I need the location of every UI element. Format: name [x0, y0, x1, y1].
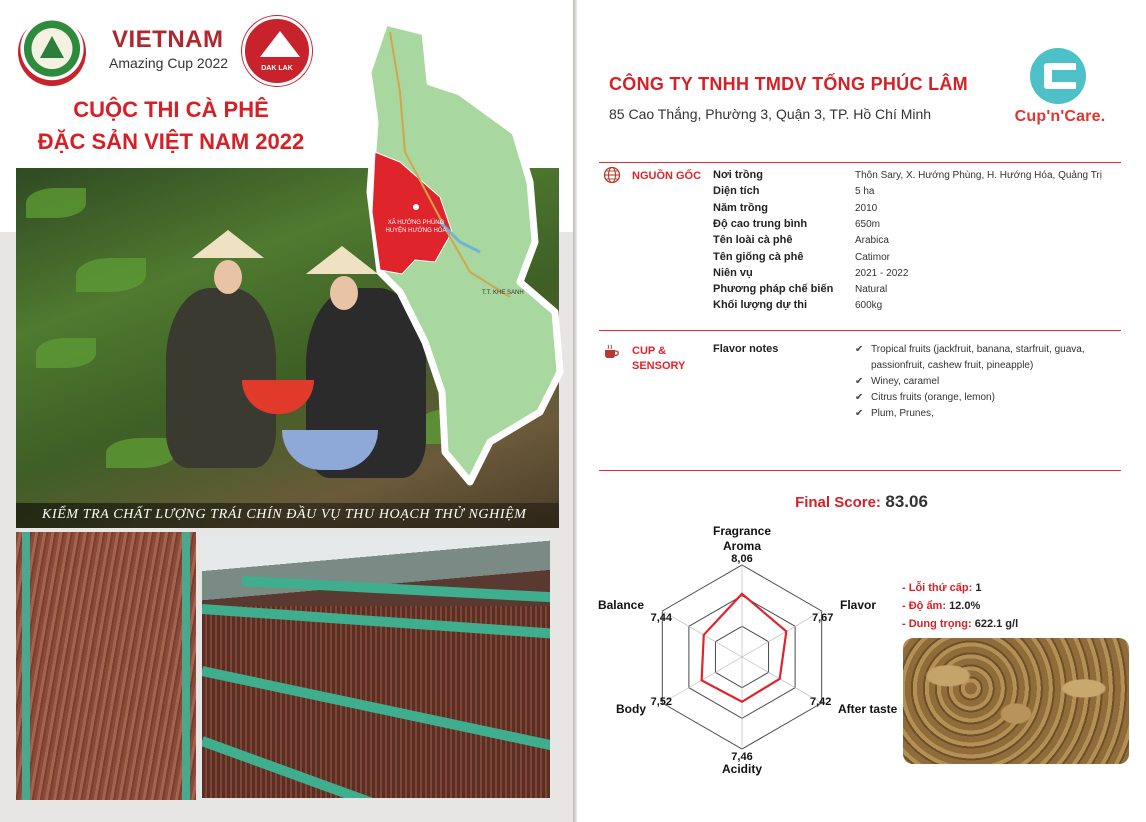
contest-title [26, 94, 316, 158]
radar-value-label: 8,06 [731, 553, 753, 565]
radar-category-label: Fragrance [712, 524, 772, 538]
vietnam-title: VIETNAM [112, 26, 224, 53]
photo-caption: KIỂM TRA CHẤT LƯỢNG TRÁI CHÍN ĐẦU VỤ THU HOẠCH THỬ NGHIỆM [42, 507, 527, 522]
map-marker-line1: XÃ HƯỚNG PHÙNG [387, 220, 445, 226]
origin-row-value: Catimor [855, 251, 891, 263]
flavor-note-text: Winey, caramel [871, 376, 940, 387]
divider-middle [599, 330, 1121, 331]
contest-title-line1: CUỘC THI CÀ PHÊ [73, 97, 269, 122]
flavor-note-item [855, 406, 1125, 422]
radar-category-label: Flavor [840, 598, 877, 612]
globe-icon [603, 166, 621, 187]
map-marker-dot [413, 204, 419, 210]
flavor-note-item [855, 374, 1125, 390]
origin-row-label: Niên vụ [713, 266, 753, 279]
map-marker-line2: HUYỆN HƯỚNG HÓA [385, 228, 447, 234]
bean-metric-label: - Lỗi thứ cấp: [902, 582, 973, 594]
map-road-label: T.T. KHE SANH [482, 290, 524, 296]
bean-metric-value: 622.1 g/l [974, 618, 1019, 630]
flavor-note-text: Tropical fruits (jackfruit, banana, starfruit, guava, passionfruit, cashew fruit, pineapple) [871, 344, 1085, 371]
flavor-notes-label: Flavor notes [713, 343, 779, 355]
radar-category-label: Body [616, 702, 646, 716]
bean-metric-label: - Dung trọng: [902, 618, 972, 630]
bean-metric-value: 1 [975, 582, 982, 594]
radar-value-label: 7,67 [812, 612, 834, 624]
origin-row-value: 2010 [855, 202, 878, 214]
drying-bed-photo-1 [16, 532, 196, 800]
sensory-title-line1: CUP & [632, 345, 667, 357]
radar-category-label: Aroma [722, 539, 762, 553]
quang-tri-map [330, 12, 580, 492]
radar-category-label: Acidity [721, 762, 763, 776]
bean-metric-value: 12.0% [949, 600, 981, 612]
sensory-section-title [632, 344, 685, 374]
radar-category-label: After taste [838, 702, 898, 716]
bmt-association-logo [18, 18, 86, 86]
radar-value-label: 7,52 [650, 696, 672, 708]
radar-value-label: 7,44 [650, 612, 672, 624]
cupncare-logo-icon [1030, 48, 1086, 104]
flavor-note-item [855, 342, 1125, 374]
origin-section-title: NGUỒN GỐC [632, 170, 702, 182]
bean-metric [902, 600, 980, 612]
origin-row-label: Độ cao trung bình [713, 217, 808, 230]
coffee-cup-icon [603, 344, 621, 363]
check-icon: ✔ [855, 344, 864, 355]
sensory-radar-chart [597, 520, 927, 780]
bean-metric [902, 618, 1018, 630]
check-icon: ✔ [855, 376, 864, 387]
divider-bottom [599, 470, 1121, 471]
origin-row-value: Thôn Sary, X. Hướng Phùng, H. Hướng Hóa, Quảng Trị [855, 170, 1102, 181]
daklak-logo-text: DAK LAK [261, 65, 293, 72]
origin-row-label: Khối lượng dự thi [713, 299, 808, 312]
check-icon: ✔ [855, 408, 864, 419]
origin-row-label: Tên loài cà phê [713, 234, 793, 247]
sensory-title-line2: SENSORY [632, 360, 686, 372]
amazing-cup-subtitle: Amazing Cup 2022 [109, 55, 229, 71]
brand-name: Cup'n'Care. [1014, 108, 1106, 125]
final-score-label: Final Score: [795, 494, 881, 511]
origin-row-value: 650m [855, 218, 881, 230]
company-name: CÔNG TY TNHH TMDV TỐNG PHÚC LÂM [609, 74, 968, 94]
origin-row-label: Nơi trồng [713, 169, 763, 181]
origin-row-value: 2021 - 2022 [855, 267, 909, 279]
divider-top [599, 162, 1121, 163]
flavor-note-text: Citrus fruits (orange, lemon) [871, 392, 995, 403]
photo-caption-bar [16, 503, 559, 528]
final-score [577, 492, 1146, 512]
drying-bed-photo-2 [202, 536, 550, 798]
flavor-note-text: Plum, Prunes, [871, 408, 934, 419]
radar-category-label: Balance [597, 598, 644, 612]
company-address: 85 Cao Thắng, Phường 3, Quận 3, TP. Hồ Chí Minh [609, 106, 932, 122]
green-beans-photo [903, 638, 1129, 764]
flavor-note-item [855, 390, 1125, 406]
radar-spoke [742, 611, 822, 657]
final-score-value: 83.06 [885, 492, 928, 511]
origin-row-value: 5 ha [855, 186, 875, 198]
contest-title-line2: ĐẶC SẢN VIỆT NAM 2022 [37, 129, 305, 154]
radar-value-label: 7,42 [810, 696, 832, 708]
radar-value-label: 7,46 [731, 751, 753, 763]
origin-row-label: Diện tích [713, 185, 760, 198]
origin-row-label: Tên giống cà phê [713, 250, 804, 263]
bean-metric [902, 582, 981, 594]
origin-row-value: Natural [855, 284, 888, 296]
radar-series-polygon [702, 594, 787, 702]
origin-row-label: Năm trồng [713, 201, 768, 214]
check-icon: ✔ [855, 392, 864, 403]
origin-row-value: Arabica [855, 235, 889, 247]
daklak-logo [242, 16, 312, 86]
bean-metric-label: - Độ ẩm: [902, 600, 946, 612]
origin-row-value: 600kg [855, 300, 883, 312]
origin-row-label: Phương pháp chế biến [713, 283, 834, 296]
right-page [577, 0, 1146, 822]
